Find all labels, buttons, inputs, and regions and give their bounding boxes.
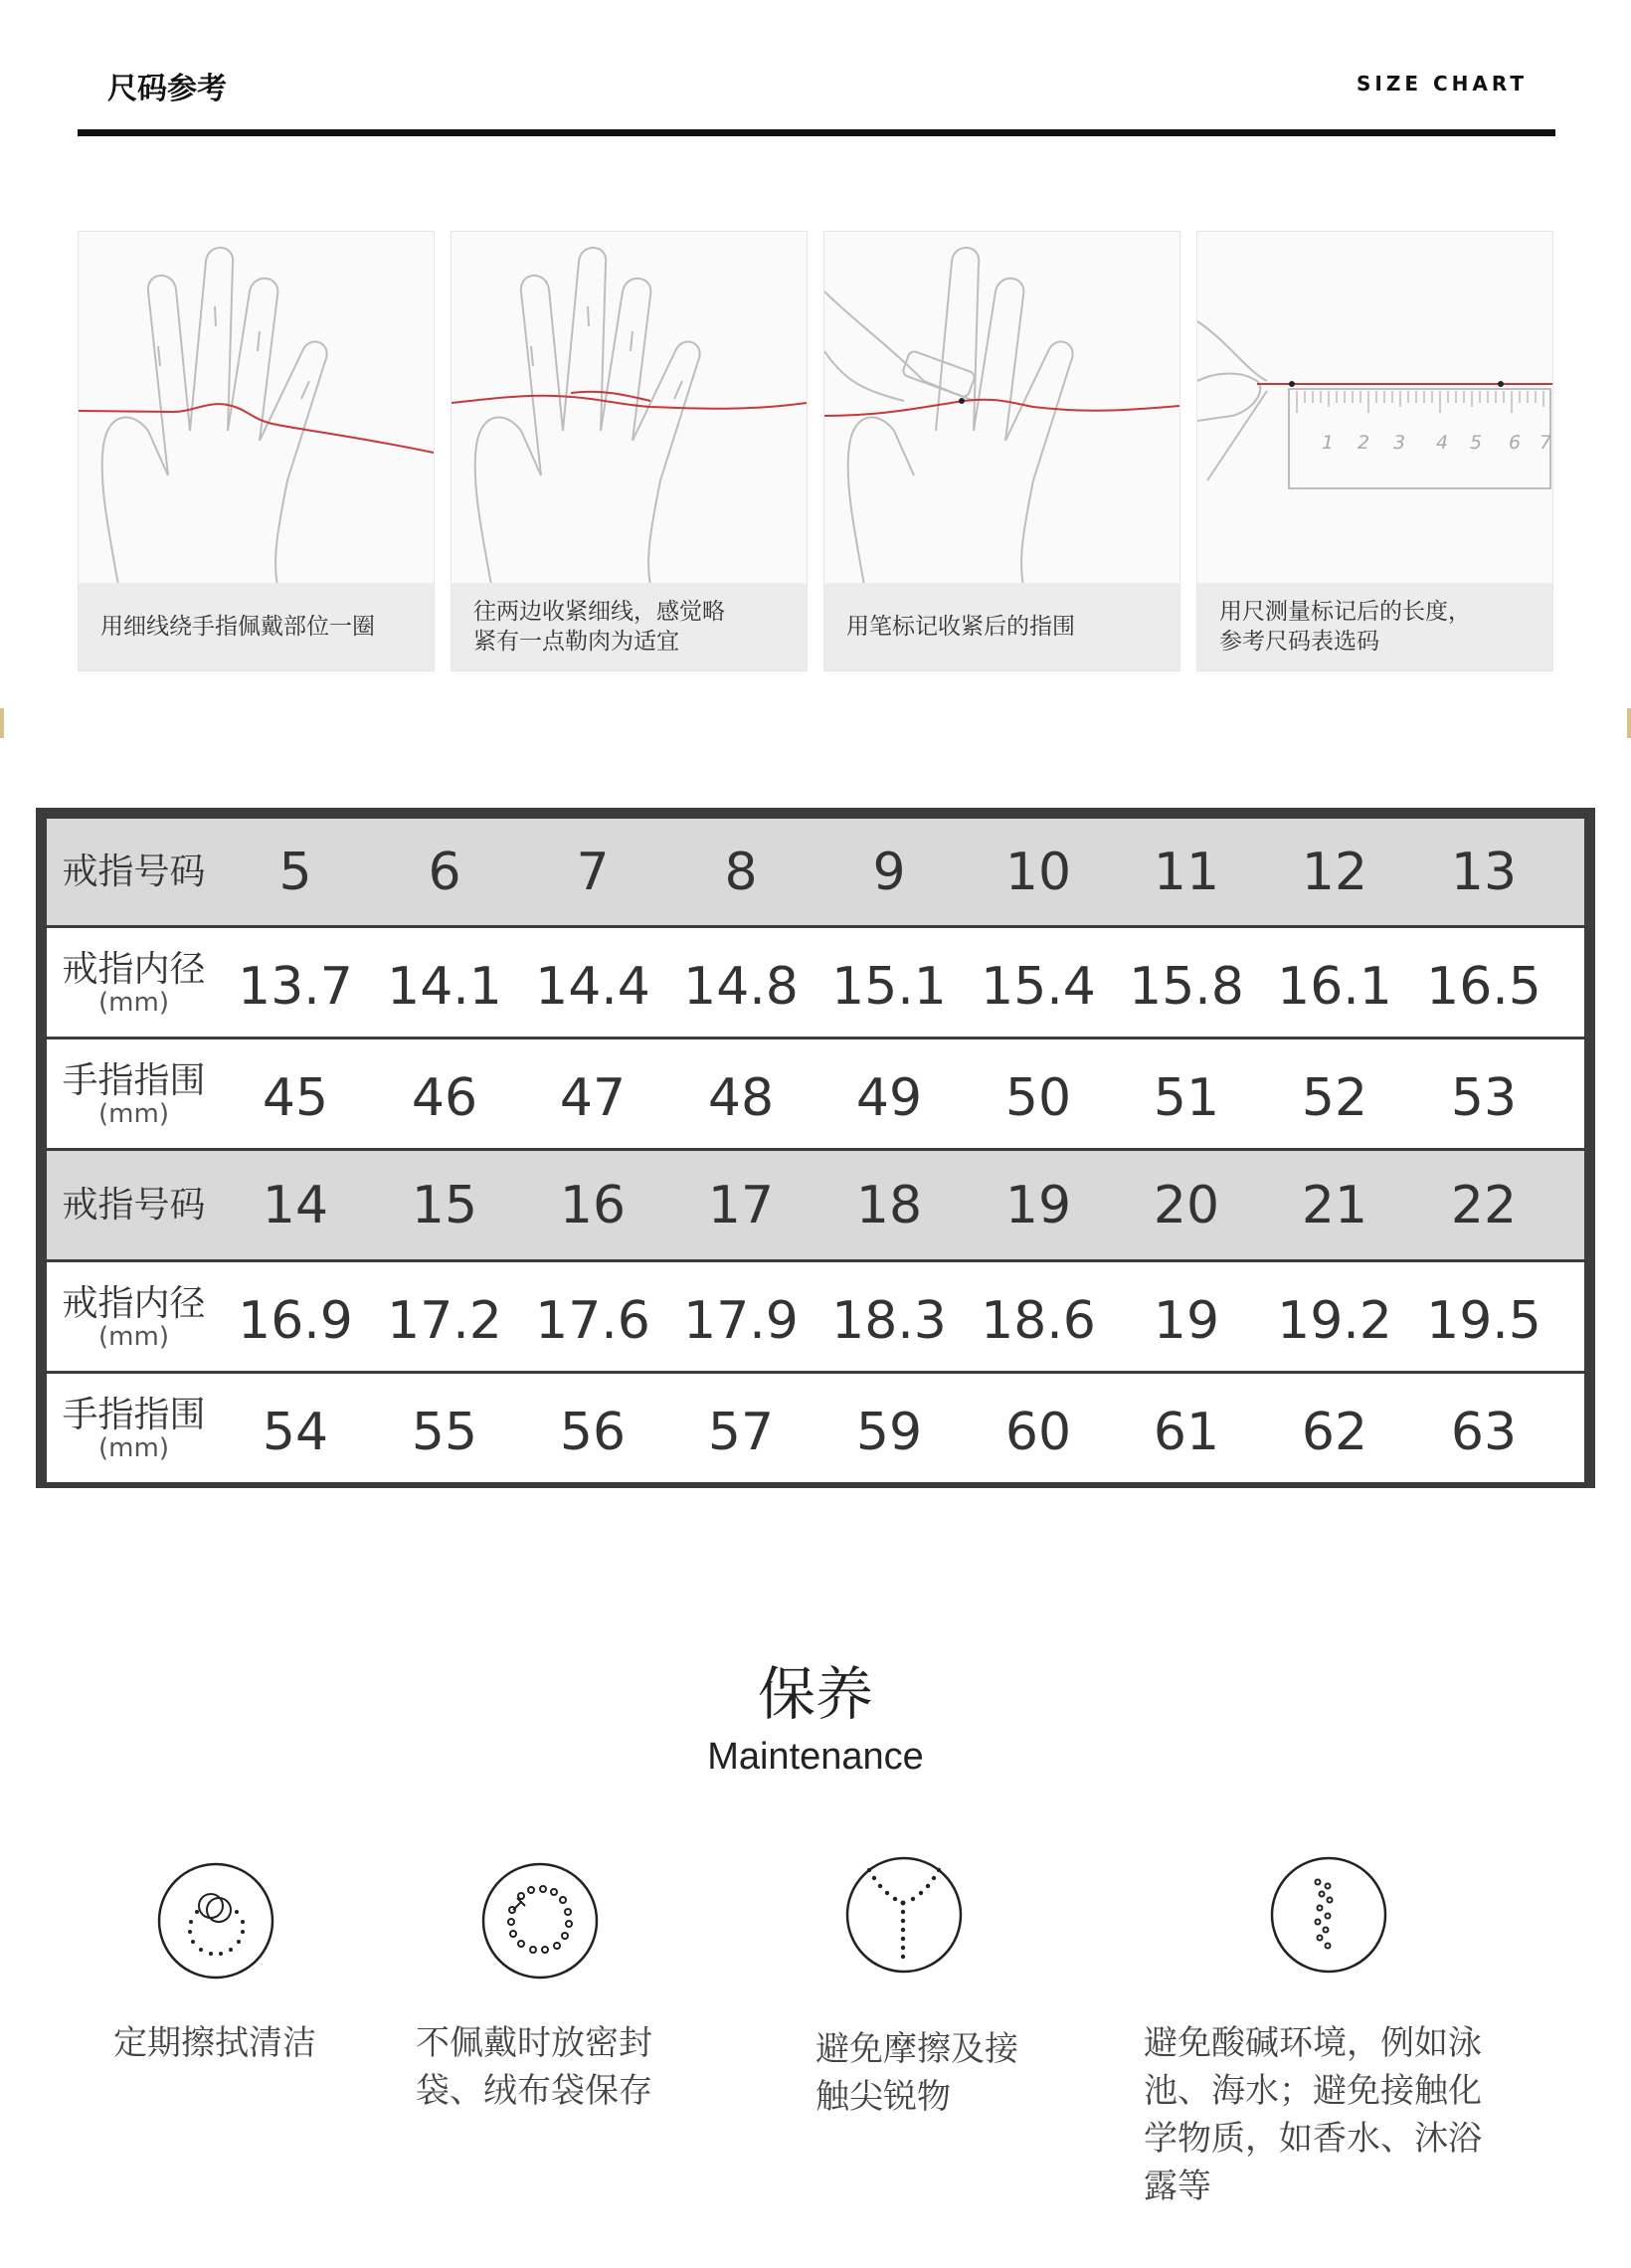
size-table-cell: 16 <box>559 1175 627 1235</box>
step-3-card <box>823 231 1180 671</box>
row-label <box>47 928 221 1037</box>
size-table-cell: 15.4 <box>981 956 1096 1017</box>
step-caption-line: 紧有一点勒肉为适宜 <box>473 629 679 655</box>
row-label-text: 戒指内径 <box>62 948 206 990</box>
necklace-icon <box>845 1856 963 1974</box>
step-caption-line: 用细线绕手指佩戴部位一圈 <box>100 614 375 640</box>
size-table-row <box>47 928 1584 1037</box>
size-table-cell: 48 <box>707 1067 775 1128</box>
size-table-row <box>47 1262 1584 1371</box>
care-text-4 <box>1144 2019 1482 2210</box>
size-table-cell: 61 <box>1153 1402 1220 1462</box>
size-table-cell: 11 <box>1153 842 1220 902</box>
care-text-2 <box>416 2019 652 2115</box>
row-label-text: 手指指围 <box>62 1394 206 1435</box>
ruler-number: 1 <box>1322 432 1335 454</box>
size-table-cell: 6 <box>428 842 461 902</box>
size-table-cell: 50 <box>1004 1067 1072 1128</box>
size-table-row <box>47 819 1584 925</box>
ruler-number: 5 <box>1470 432 1483 454</box>
ruler-number: 3 <box>1393 432 1406 454</box>
size-table-cell: 8 <box>724 842 758 902</box>
size-table-row <box>47 1151 1584 1259</box>
step-caption-line: 往两边收紧细线，感觉略 <box>473 599 725 625</box>
ruler-number: 2 <box>1358 432 1370 454</box>
care-line: 露等 <box>1144 2167 1211 2206</box>
size-table-row <box>47 1040 1584 1148</box>
ruler-number: 6 <box>1509 432 1522 454</box>
size-table-cell: 15 <box>411 1175 478 1235</box>
care-line: 不佩戴时放密封 <box>416 2023 652 2063</box>
size-table-cell: 14 <box>262 1175 329 1235</box>
size-table-cell: 18.6 <box>981 1290 1096 1351</box>
size-table-cell: 17.2 <box>387 1290 502 1351</box>
step-2-card <box>451 231 808 671</box>
size-table-cell: 46 <box>411 1067 478 1128</box>
size-table-cell: 18 <box>855 1175 923 1235</box>
care-text-1 <box>113 2019 316 2067</box>
page-subtitle: SIZE CHART <box>1356 72 1528 95</box>
size-table-cell: 19.2 <box>1277 1290 1392 1351</box>
row-label <box>47 1040 221 1148</box>
step-caption-line: 参考尺码表选码 <box>1219 629 1379 655</box>
step-1-caption <box>79 583 434 670</box>
size-table-cell: 60 <box>1004 1402 1072 1462</box>
row-label-unit: (mm) <box>98 1321 169 1352</box>
care-line: 避免摩擦及接 <box>816 2029 1018 2069</box>
size-table-cell: 20 <box>1153 1175 1220 1235</box>
size-table-cell: 56 <box>559 1402 627 1462</box>
row-label-text: 手指指围 <box>62 1059 206 1101</box>
step-2-caption <box>452 583 807 670</box>
size-table-cell: 19 <box>1153 1290 1220 1351</box>
size-table-cell: 7 <box>576 842 610 902</box>
hand-string-icon <box>79 232 434 585</box>
row-label <box>47 1374 221 1482</box>
row-label-unit: (mm) <box>98 1432 169 1463</box>
step-1-card <box>78 231 435 671</box>
maintenance-title: 保养 <box>757 1660 873 1728</box>
care-line: 学物质，如香水、沐浴 <box>1144 2119 1482 2159</box>
size-table-cell: 10 <box>1004 842 1072 902</box>
size-table-cell: 15.8 <box>1129 956 1244 1017</box>
care-text-3 <box>816 2025 1018 2121</box>
edge-mark-right <box>1627 708 1631 738</box>
size-table-body <box>47 819 1584 1477</box>
size-table-cell: 12 <box>1301 842 1368 902</box>
size-table-cell: 49 <box>855 1067 923 1128</box>
size-table-cell: 16.9 <box>238 1290 353 1351</box>
size-table-row <box>47 1374 1584 1482</box>
step-3-caption <box>824 583 1179 670</box>
size-table-cell: 63 <box>1450 1402 1518 1462</box>
row-label <box>47 819 221 925</box>
size-table-cell: 13.7 <box>238 956 353 1017</box>
size-table-cell: 45 <box>262 1067 329 1128</box>
bracelet-icon <box>481 1862 599 1980</box>
step-4-card <box>1196 231 1553 671</box>
measure-steps <box>78 231 1555 671</box>
size-table-cell: 51 <box>1153 1067 1220 1128</box>
size-table-cell: 14.1 <box>387 956 502 1017</box>
size-table-cell: 9 <box>872 842 906 902</box>
ruler-number: 7 <box>1540 432 1552 454</box>
row-label <box>47 1262 221 1371</box>
row-label <box>47 1151 221 1259</box>
size-table-cell: 19 <box>1004 1175 1072 1235</box>
size-table-cell: 15.1 <box>831 956 947 1017</box>
maintenance-subtitle: Maintenance <box>707 1736 924 1778</box>
care-line: 避免酸碱环境，例如泳 <box>1144 2023 1482 2063</box>
size-table-cell: 13 <box>1450 842 1518 902</box>
size-table-cell: 53 <box>1450 1067 1518 1128</box>
size-table-cell: 22 <box>1450 1175 1518 1235</box>
step-4-caption <box>1197 583 1552 670</box>
size-table-cell: 16.5 <box>1426 956 1541 1017</box>
size-table-cell: 18.3 <box>831 1290 947 1351</box>
size-table-cell: 55 <box>411 1402 478 1462</box>
size-table-cell: 14.4 <box>535 956 650 1017</box>
size-table-cell: 62 <box>1301 1402 1368 1462</box>
size-table-cell: 57 <box>707 1402 775 1462</box>
size-table-cell: 54 <box>262 1402 329 1462</box>
row-label-text: 戒指号码 <box>62 1184 206 1226</box>
size-table-cell: 5 <box>278 842 312 902</box>
step-caption-line: 用尺测量标记后的长度， <box>1219 599 1471 625</box>
size-table-cell: 19.5 <box>1426 1290 1541 1351</box>
size-table-cell: 14.8 <box>683 956 799 1017</box>
row-label-text: 戒指号码 <box>62 850 206 892</box>
hand-tighten-icon <box>452 232 807 585</box>
size-table-cell: 17.6 <box>535 1290 650 1351</box>
size-table <box>36 808 1595 1488</box>
edge-mark-left <box>0 708 4 738</box>
care-line: 池、海水；避免接触化 <box>1144 2071 1482 2111</box>
header-divider <box>78 129 1555 136</box>
row-label-unit: (mm) <box>98 987 169 1018</box>
row-label-unit: (mm) <box>98 1098 169 1129</box>
care-line: 触尖锐物 <box>816 2077 951 2117</box>
size-table-cell: 17 <box>707 1175 775 1235</box>
rings-icon <box>157 1862 274 1980</box>
hand-pen-icon <box>824 232 1179 585</box>
size-table-cell: 17.9 <box>683 1290 799 1351</box>
size-table-cell: 16.1 <box>1277 956 1392 1017</box>
size-table-cell: 47 <box>559 1067 627 1128</box>
care-line: 袋、绒布袋保存 <box>416 2071 652 2111</box>
page-title: 尺码参考 <box>107 72 227 106</box>
ruler-measure-icon <box>1197 232 1552 585</box>
size-table-cell: 52 <box>1301 1067 1368 1128</box>
row-label-text: 戒指内径 <box>62 1282 206 1324</box>
size-table-cell: 59 <box>855 1402 923 1462</box>
size-table-cell: 21 <box>1301 1175 1368 1235</box>
chain-icon <box>1270 1856 1387 1974</box>
step-caption-line: 用笔标记收紧后的指围 <box>846 614 1075 640</box>
ruler-number: 4 <box>1436 432 1449 454</box>
care-line: 定期擦拭清洁 <box>113 2023 316 2063</box>
